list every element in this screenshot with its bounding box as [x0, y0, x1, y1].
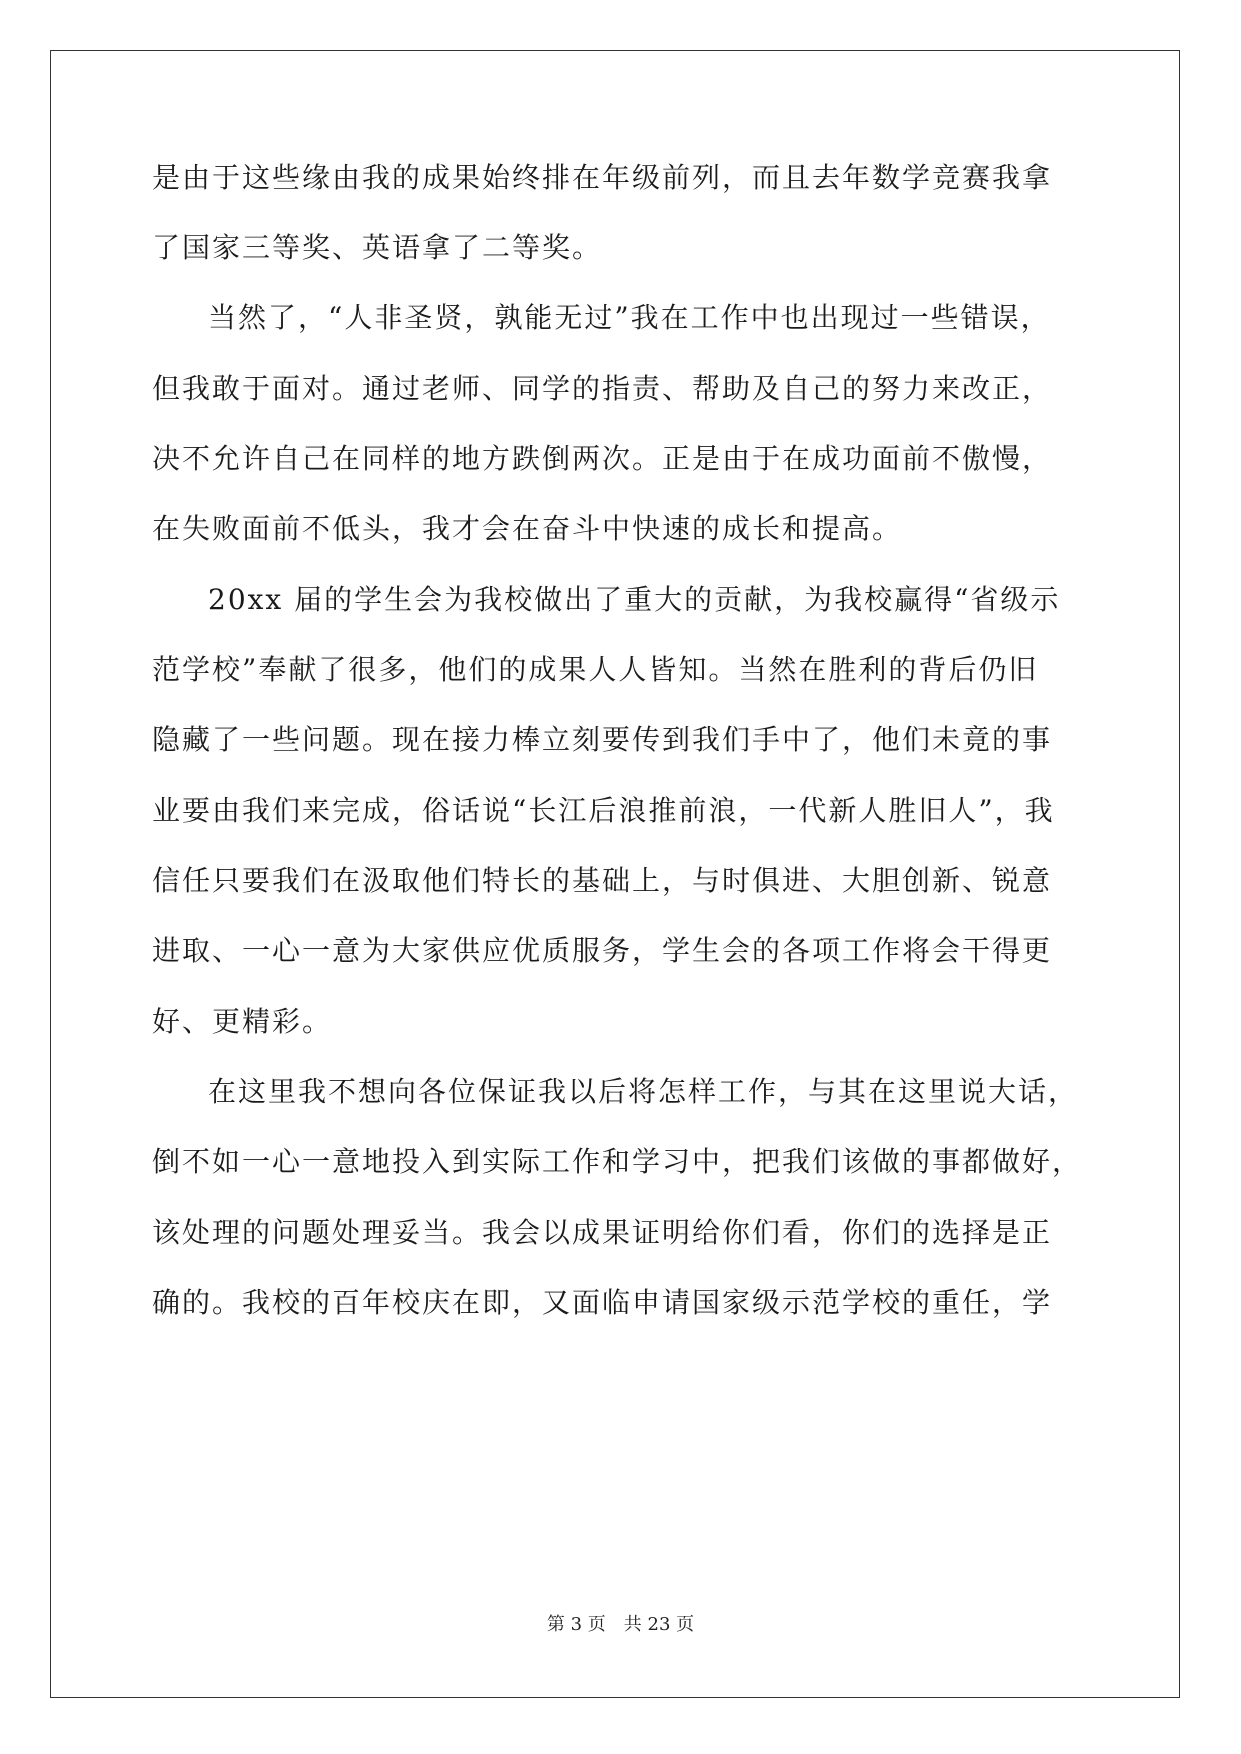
text-line: 20xx 届的学生会为我校做出了重大的贡献，为我校赢得“省级示 [208, 583, 1061, 616]
text-line: 该处理的问题处理妥当。我会以成果证明给你们看，你们的选择是正 [152, 1216, 1053, 1249]
text-line: 业要由我们来完成，俗话说“长江后浪推前浪，一代新人胜旧人”，我 [152, 794, 1055, 827]
text-line: 隐藏了一些问题。现在接力棒立刻要传到我们手中了，他们未竟的事 [152, 723, 1053, 756]
text-line: 了国家三等奖、英语拿了二等奖。 [152, 231, 603, 264]
page-number-label: 第 3 页 共 23 页 [546, 1614, 695, 1635]
text-line: 倒不如一心一意地投入到实际工作和学习中，把我们该做的事都做好， [152, 1145, 1083, 1178]
text-line: 在失败面前不低头，我才会在奋斗中快速的成长和提高。 [152, 512, 903, 545]
text-line: 决不允许自己在同样的地方跌倒两次。正是由于在成功面前不傲慢， [152, 442, 1053, 475]
text-line: 但我敢于面对。通过老师、同学的指责、帮助及自己的努力来改正， [152, 372, 1053, 405]
text-line: 范学校”奉献了很多，他们的成果人人皆知。当然在胜利的背后仍旧 [152, 653, 1039, 686]
page-footer [0, 1613, 1241, 1637]
text-line: 在这里我不想向各位保证我以后将怎样工作，与其在这里说大话， [208, 1075, 1079, 1108]
text-line: 当然了，“人非圣贤，孰能无过”我在工作中也出现过一些错误， [208, 301, 1051, 334]
text-line: 信任只要我们在汲取他们特长的基础上，与时俱进、大胆创新、锐意 [152, 864, 1053, 897]
text-line: 确的。我校的百年校庆在即，又面临申请国家级示范学校的重任，学 [152, 1286, 1053, 1319]
text-line: 好、更精彩。 [152, 1005, 333, 1038]
text-line: 进取、一心一意为大家供应优质服务，学生会的各项工作将会干得更 [152, 934, 1053, 967]
text-line: 是由于这些缘由我的成果始终排在年级前列，而且去年数学竞赛我拿 [152, 161, 1053, 194]
